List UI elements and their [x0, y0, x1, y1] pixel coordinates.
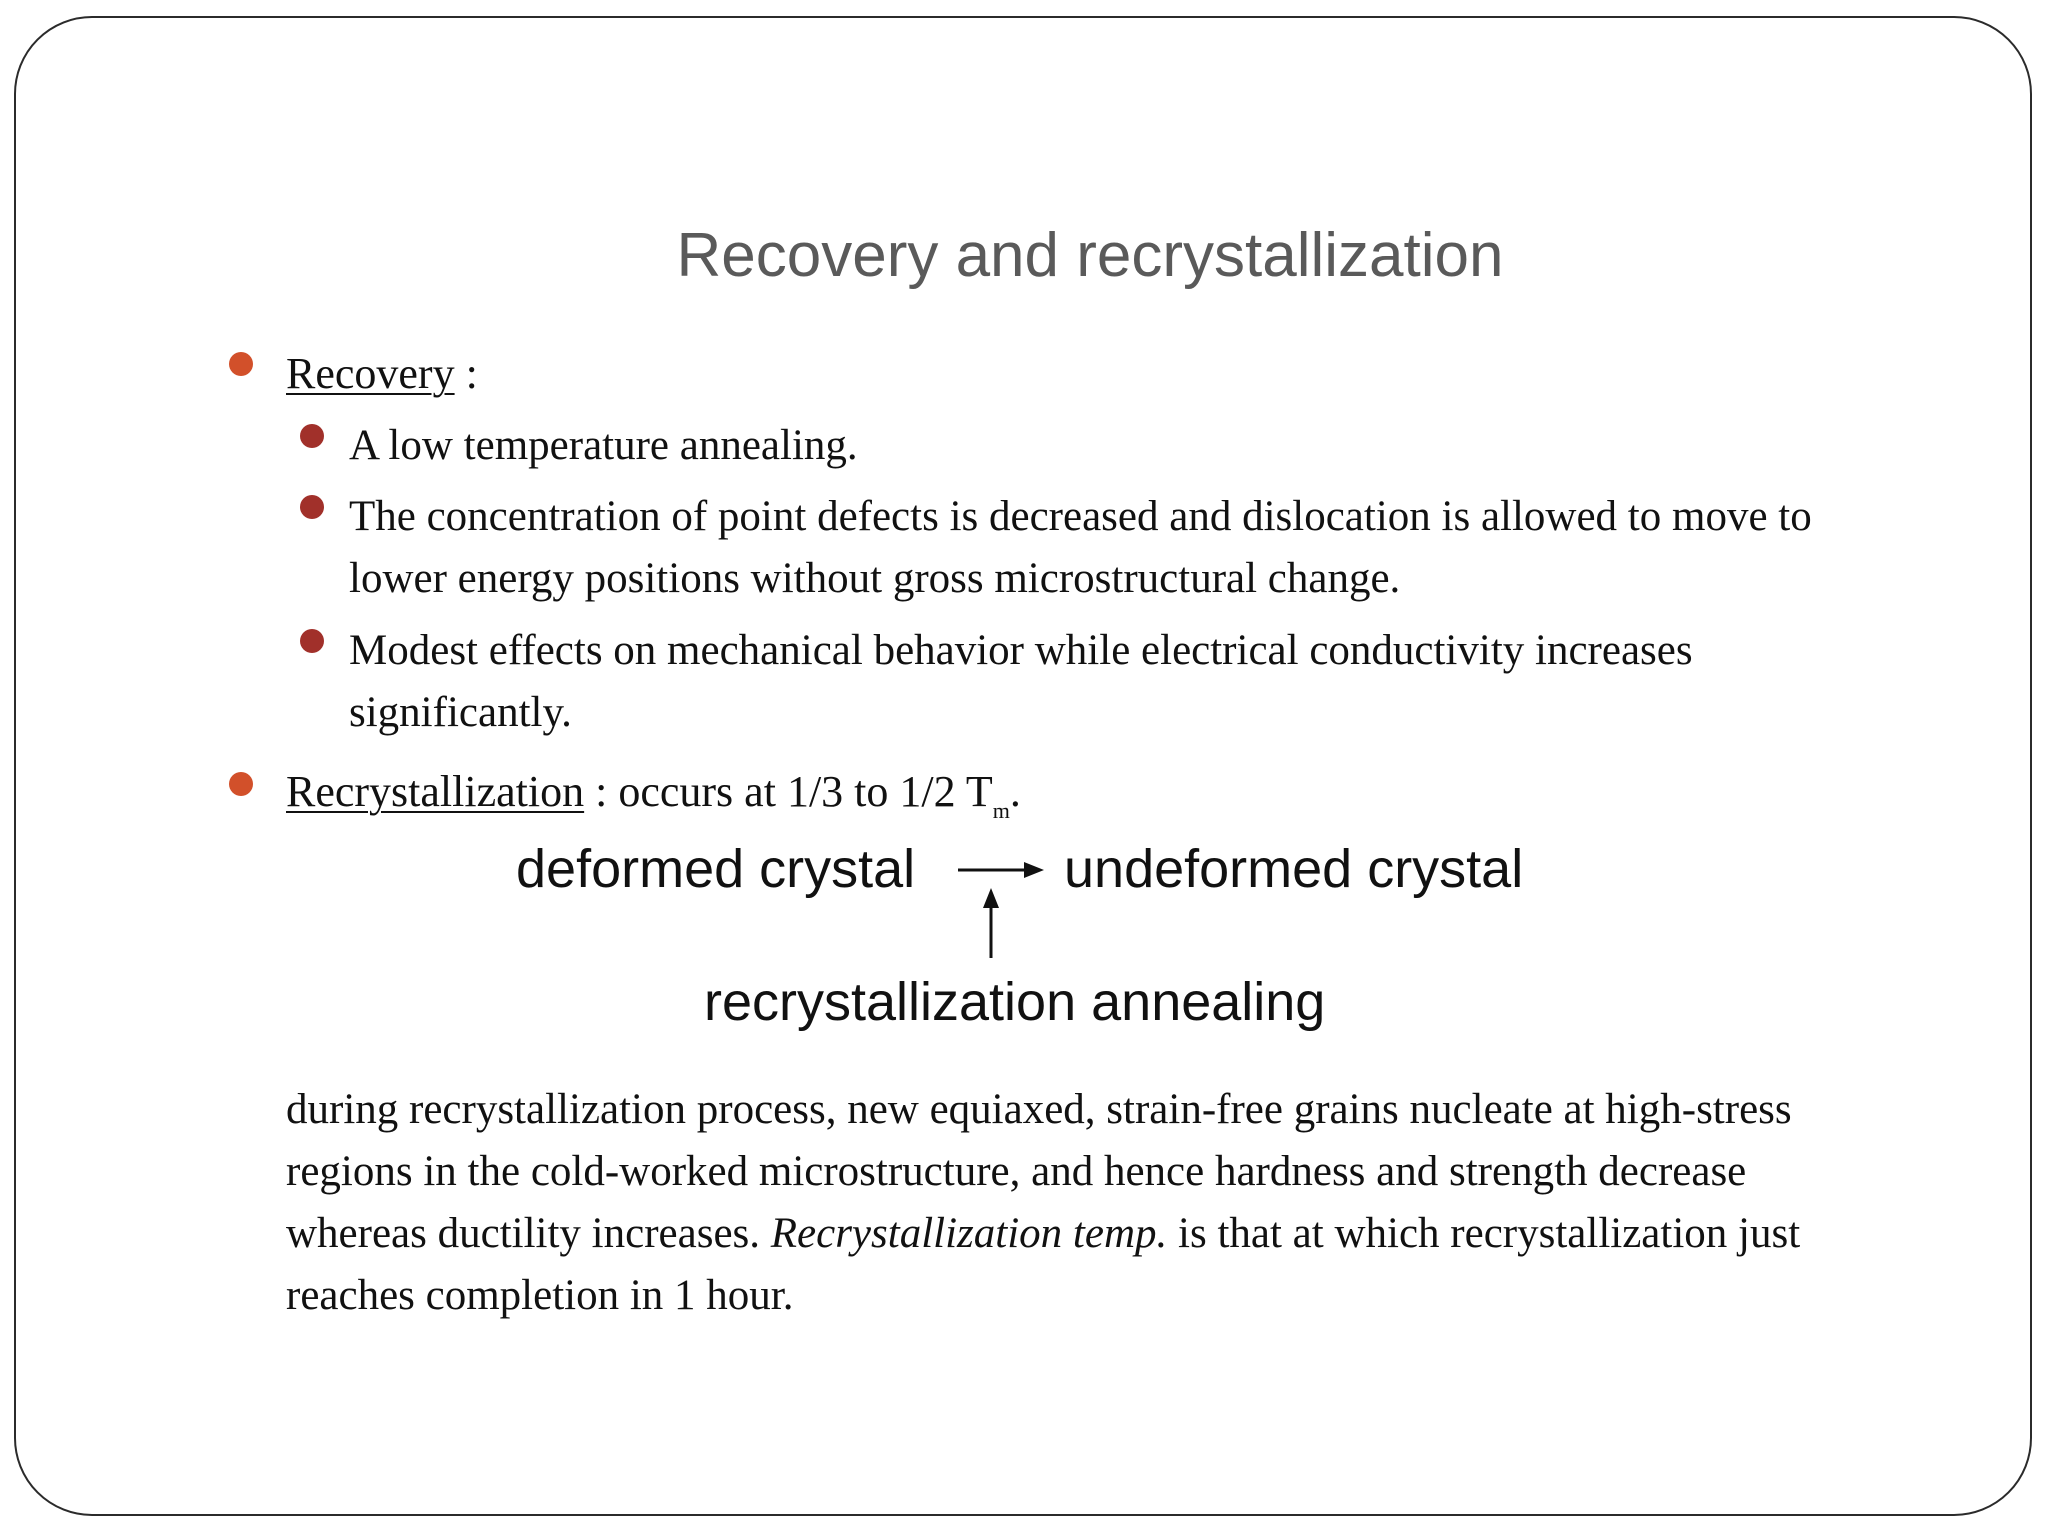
diagram-driver: recrystallization annealing [704, 972, 1326, 1032]
paragraph-line-1: during recrystallization process, new equiaxed, strain-free grains nucleate at high-stress [286, 1086, 1792, 1133]
recovery-point-2-line-2: lower energy positions without gross microstructural change. [349, 555, 1401, 602]
recovery-point-3-line-1: Modest effects on mechanical behavior while electrical conductivity increases [349, 627, 1693, 674]
paragraph-line-3-a: whereas ductility increases. [286, 1210, 771, 1257]
paragraph-line-3 [286, 1203, 1926, 1265]
melting-subscript: m [992, 798, 1010, 823]
recrystallization-label: Recrystallization [286, 767, 585, 816]
slide-title: Recovery and recrystallization [676, 221, 1504, 290]
recrystallization-end: . [1009, 767, 1021, 816]
paragraph-line-4: reaches completion in 1 hour. [286, 1272, 794, 1319]
diagram-from: deformed crystal [516, 839, 916, 899]
recovery-point-2-line-1: The concentration of point defects is decreased and dislocation is allowed to move to [349, 493, 1812, 540]
recovery-point-3-line-2: significantly. [349, 689, 572, 736]
arrow-vertical-head [983, 888, 999, 908]
diagram-to: undeformed crystal [1064, 839, 1524, 899]
recovery-label: Recovery [286, 349, 455, 398]
recrystallization-temp-term: Recrystallization temp. [770, 1210, 1168, 1257]
arrow-horizontal-head [1024, 862, 1044, 878]
recovery-point-1: A low temperature annealing. [349, 422, 858, 469]
paragraph-line-3-b: is that at which recrystallization just [1167, 1210, 1801, 1257]
recrystallization-paragraph [286, 1079, 1926, 1327]
recrystallization-text: : occurs at 1/3 to 1/2 T [584, 767, 993, 816]
paragraph-line-2: regions in the cold-worked microstructure, and hence hardness and strength decrease [286, 1148, 1747, 1195]
recovery-suffix: : [454, 349, 478, 398]
